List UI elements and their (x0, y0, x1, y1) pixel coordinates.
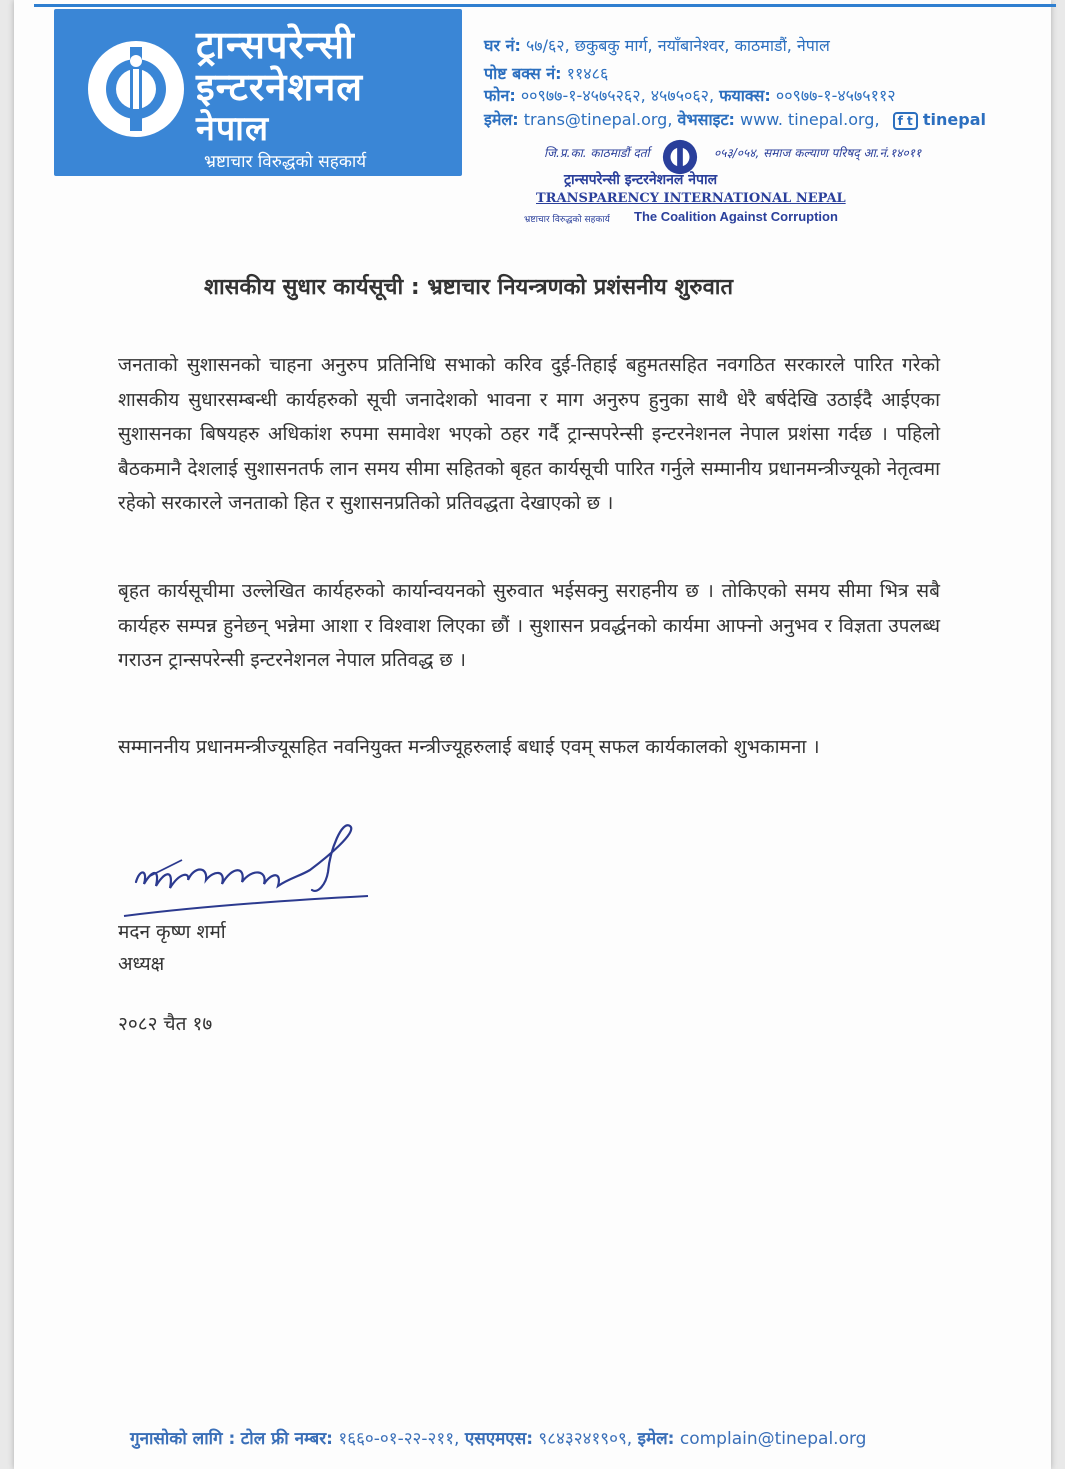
paragraph-2: बृहत कार्यसूचीमा उल्लेखित कार्यहरुको कार्यान्वयनको सुरुवात भईसक्नु सराहनीय छ । तोकिएको समय सीमा भित्र सबै कार्यहरु सम्पन्न हुनेछन् भन्नेमा आशा र विश्वाश लिएका छौं । सुशासन प्रवर्द्धनको कार्यमा आफ्नो अनुभव र विज्ञता उपलब्ध गराउन ट्रान्सपरेन्सी इन्टरनेशनल नेपाल प्रतिवद्ध छ । (118, 580, 940, 671)
letter-title: शासकीय सुधार कार्यसूची : भ्रष्टाचार नियन्त्रणको प्रशंसनीय शुरुवात (204, 275, 734, 300)
signature (122, 820, 372, 920)
header-rule (34, 4, 1056, 7)
fax-label: फयाक्स: (719, 86, 771, 105)
org-name-line2: इन्टरनेशनल (196, 65, 364, 109)
stamp-name-np: ट्रान्सपरेन्सी इन्टरनेशनल नेपाल (564, 172, 718, 188)
footer-label: गुनासोको लागि : (130, 1429, 236, 1449)
address-value: ५७/६२, छकुबकु मार्ग, नयाँबानेश्वर, काठमाडौं, नेपाल (525, 36, 830, 55)
contact-address (484, 34, 830, 56)
stamp-tag-np: भ्रष्टाचार विरुद्धको सहकार्य (524, 215, 610, 225)
website-value[interactable]: www. tinepal.org, (740, 110, 880, 129)
contact-phone (484, 84, 896, 106)
tollfree-value: १६६०-०१-२२-२११, (338, 1429, 460, 1449)
signatory-role: अध्यक्ष (118, 953, 165, 975)
signatory-name: मदन कृष्ण शर्मा (118, 921, 226, 943)
contact-email-web (484, 108, 986, 130)
pobox-label: पोष्ट बक्स नं: (484, 64, 562, 83)
sms-label: एसएमएस: (464, 1429, 533, 1449)
contact-pobox (484, 62, 608, 84)
footer-email-value[interactable]: complain@tinepal.org (679, 1429, 867, 1449)
pobox-value: ११४८६ (566, 64, 609, 83)
paragraph-1: जनताको सुशासनको चाहना अनुरुप प्रतिनिधि सभाको करिव दुई-तिहाई बहुमतसहित नवगठित सरकारले पारित गरेको शासकीय सुधारसम्बन्धी कार्यहरुको सूची जनादेशको भावना र माग अनुरुप हुनुका साथै धेरै बर्षदेखि उठाईदै आईएका सुशासनका बिषयहरु अधिकांश रुपमा समावेश भएको ठहर गर्दै ट्रान्सपरेन्सी इन्टरनेशनल नेपाल प्रशंसा गर्दछ । पहिलो बैठकमानै देशलाई सुशासनतर्फ लान समय सीमा सहितको बृहत कार्यसूची पारित गर्नुले सम्मानीय प्रधानमन्त्रीज्यूको नेतृत्वमा रहेको सरकारले जनताको हित र सुशासनप्रतिको प्रतिवद्धता देखाएको छ । (118, 354, 940, 514)
social-icon: f t (893, 112, 918, 130)
website-label: वेभसाइट: (677, 110, 735, 129)
org-logo (54, 9, 462, 176)
footer-complaints (130, 1426, 866, 1449)
email-label: इमेल: (484, 110, 519, 129)
footer-email-label: इमेल: (637, 1429, 675, 1449)
letter-page (14, 0, 1051, 1469)
ti-logo-icon (86, 39, 186, 139)
org-tagline: भ्रष्टाचार विरुद्धको सहकार्य (204, 152, 367, 172)
address-label: घर नं: (484, 36, 521, 55)
tollfree-label: टोल फ्री नम्बर: (240, 1429, 333, 1449)
org-name-line1: ट्रान्सपरेन्सी (196, 23, 355, 67)
stamp-reg-right: ०५३/०५४, समाज कल्याण परिषद् आ.नं.१४०११ (714, 146, 922, 160)
letter-date: २०८२ चैत १७ (118, 1013, 213, 1035)
stamp-reg-left: जि.प्र.का. काठमाडौं दर्ता (544, 146, 650, 160)
email-value[interactable]: trans@tinepal.org, (523, 110, 673, 129)
phone-label: फोन: (484, 86, 516, 105)
letterhead (34, 4, 1056, 225)
phone-value: ००९७७-१-४५७५२६२, ४५७५०६२, (520, 86, 715, 105)
social-handle[interactable]: tinepal (922, 110, 986, 129)
org-name-line3: नेपाल (196, 109, 270, 149)
sms-value: ९८४३२४१९०९, (538, 1429, 633, 1449)
registration-stamp (524, 142, 1004, 237)
paragraph-3: सम्माननीय प्रधानमन्त्रीज्यूसहित नवनियुक्त मन्त्रीज्यूहरुलाई बधाई एवम् सफल कार्यकालको शुभकामना । (118, 736, 820, 758)
fax-value: ००९७७-१-४५७५११२ (775, 86, 896, 105)
stamp-tag-en: The Coalition Against Corruption (634, 209, 838, 224)
stamp-name-en: TRANSPARENCY INTERNATIONAL NEPAL (536, 191, 846, 206)
